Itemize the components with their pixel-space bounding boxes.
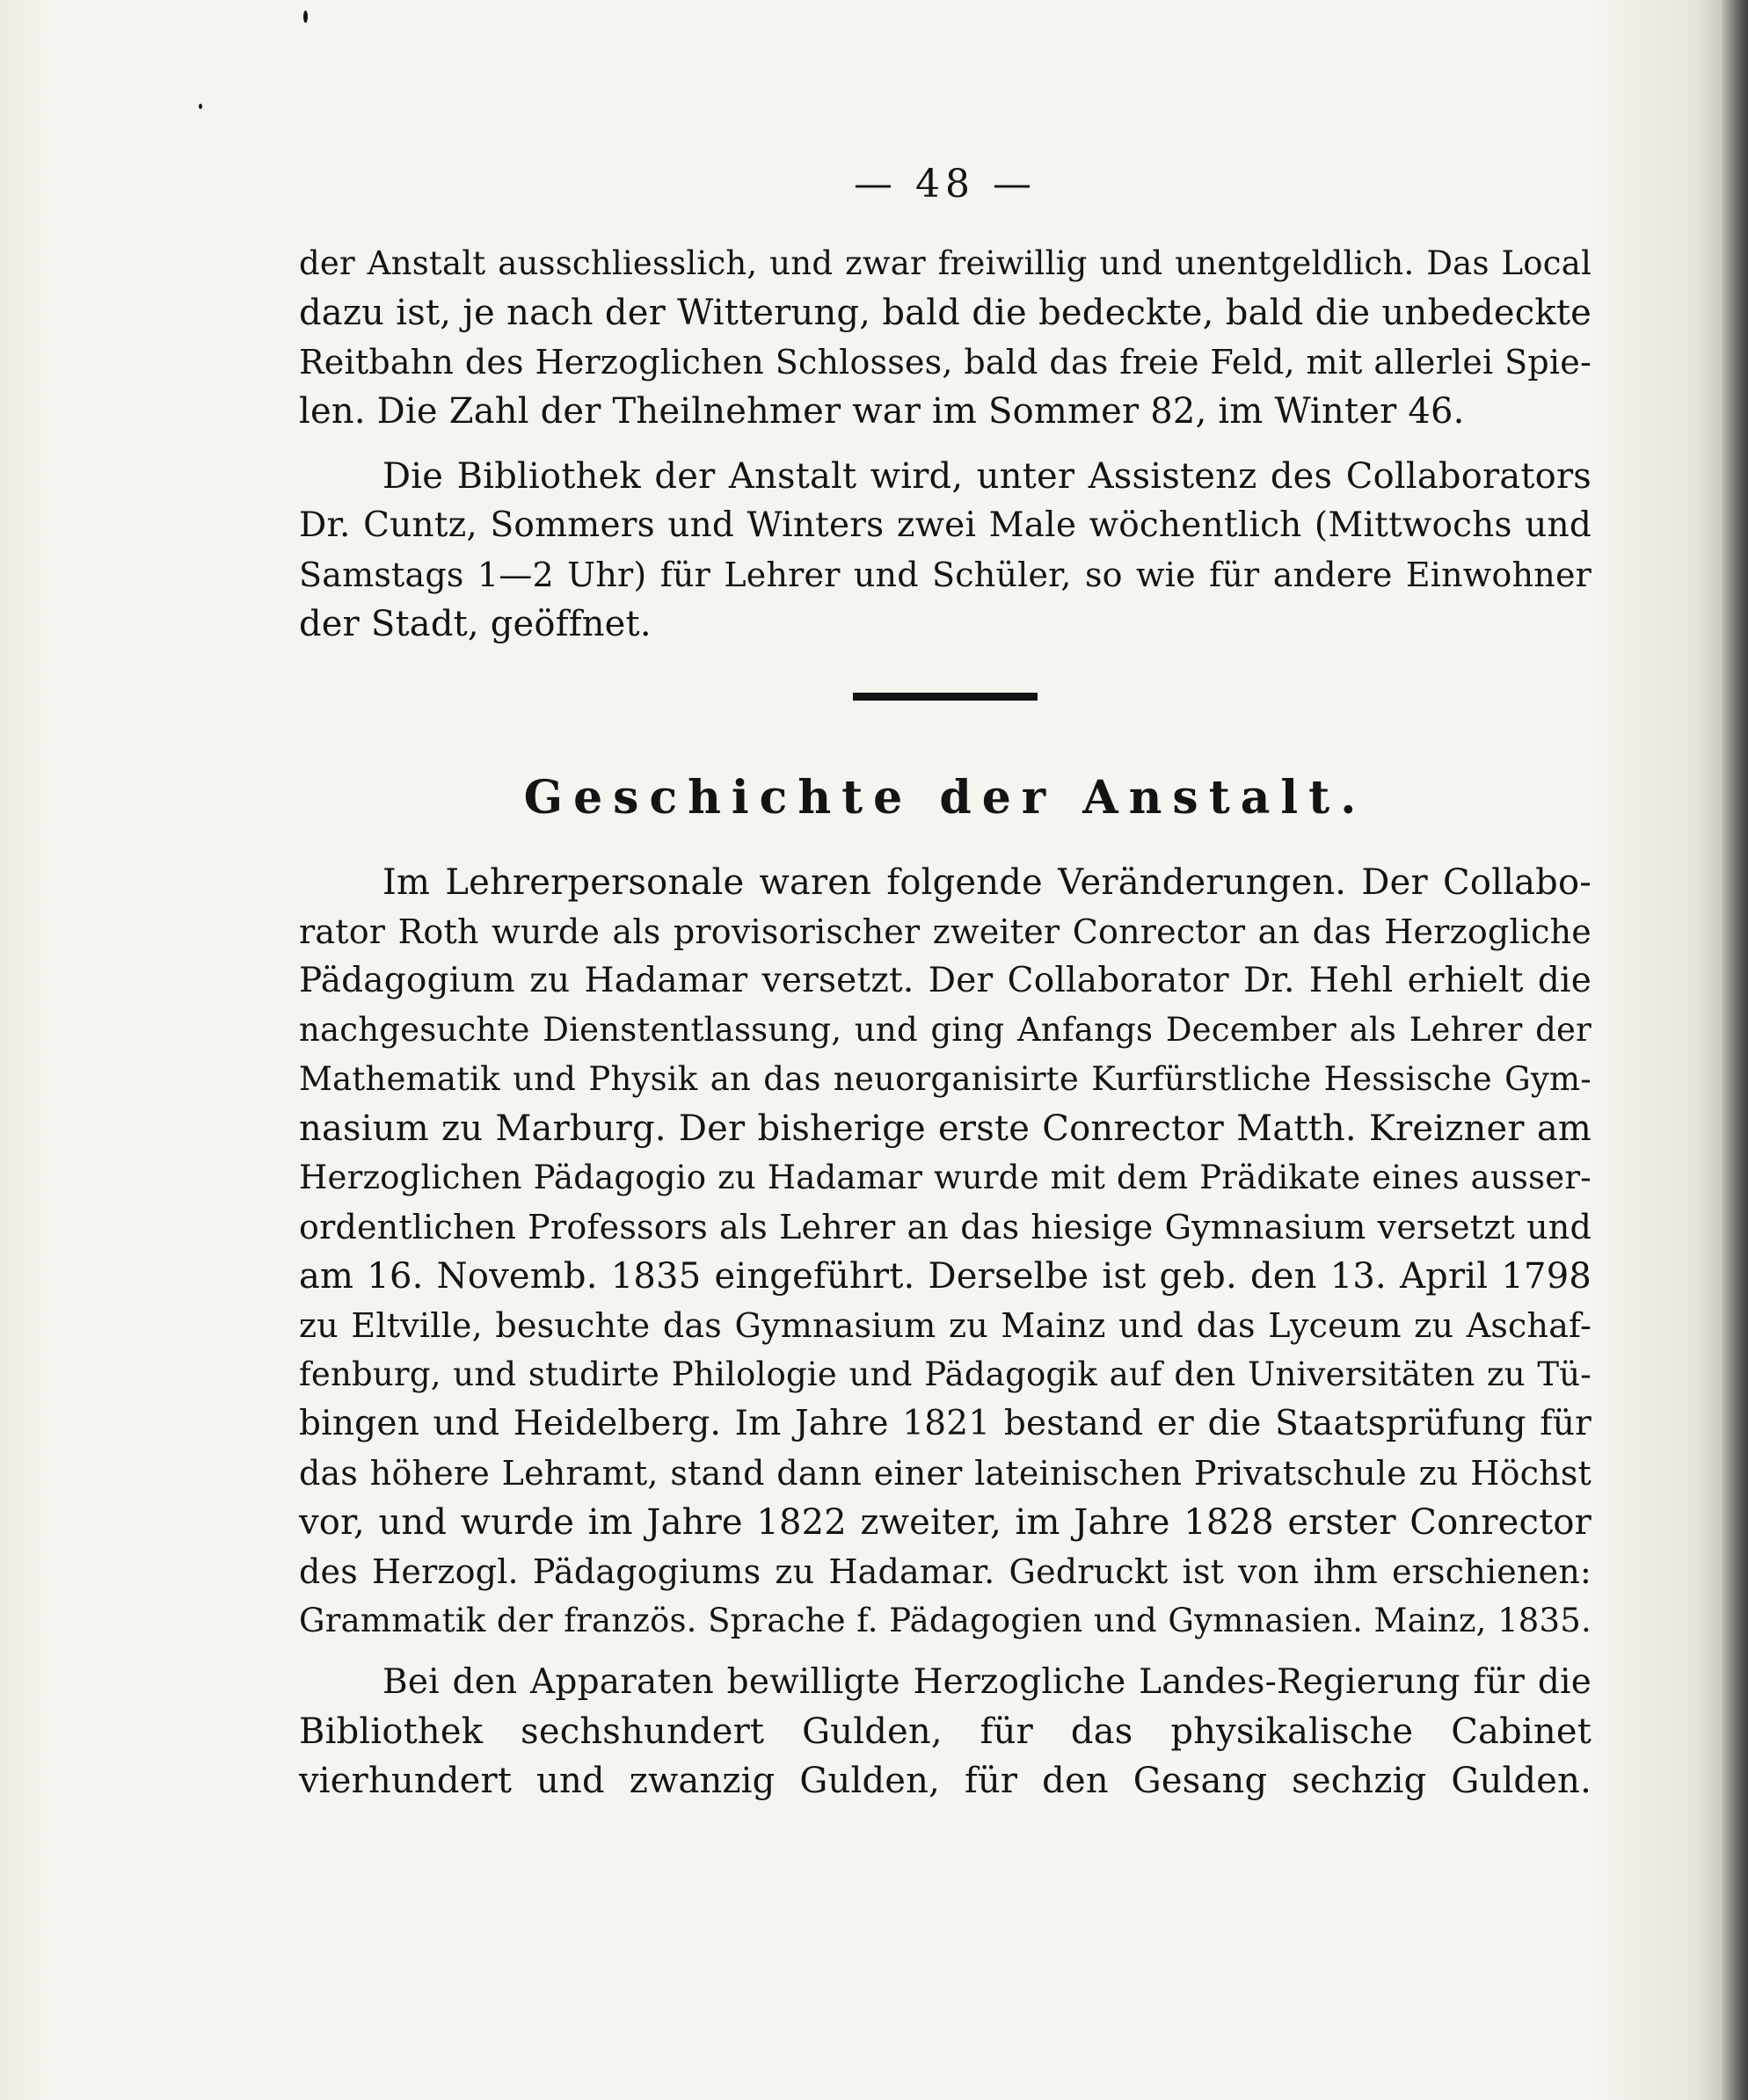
text-line: der Stadt, geöffnet. <box>299 604 652 644</box>
text-line: Bei den Apparaten bewilligte Herzogliche Landes-Regierung für die <box>382 1662 1591 1702</box>
text-line: len. Die Zahl der Theilnehmer war im Sommer 82, im Winter 46. <box>299 391 1465 432</box>
text-line: ordentlichen Professors als Lehrer an das hiesige Gymnasium versetzt und <box>299 1208 1591 1246</box>
text-line: Pädagogium zu Hadamar versetzt. Der Collaborator Dr. Hehl erhielt die <box>299 961 1591 1000</box>
text-line: Die Bibliothek der Anstalt wird, unter Assistenz des Collaborators <box>382 456 1591 497</box>
text-line: zu Eltville, besuchte das Gymnasium zu Mainz und das Lyceum zu Aschaf- <box>299 1306 1591 1345</box>
page-edge-shadow <box>1722 0 1748 2100</box>
text-line: dazu ist, je nach der Witterung, bald die bedeckte, bald die unbedeckte <box>299 293 1591 333</box>
text-line: Im Lehrerpersonale waren folgende Veränderungen. Der Collabo- <box>382 862 1591 903</box>
text-line: vierhundert und zwanzig Gulden, für den Gesang sechzig Gulden. <box>299 1761 1591 1801</box>
page-number: — 48 — <box>854 162 1037 207</box>
ink-speck <box>199 104 202 109</box>
text-line: Reitbahn des Herzoglichen Schlosses, bald das freie Feld, mit allerlei Spie- <box>299 343 1591 381</box>
text-line: Samstags 1—2 Uhr) für Lehrer und Schüler, so wie für andere Einwohner <box>299 556 1591 594</box>
text-line: Mathematik und Physik an das neuorganisirte Kurfürstliche Hessische Gym- <box>299 1060 1591 1098</box>
section-divider-rule <box>853 693 1038 701</box>
text-line: Dr. Cuntz, Sommers und Winters zwei Male wöchentlich (Mittwochs und <box>299 505 1591 545</box>
text-line: das höhere Lehramt, stand dann einer lateinischen Privatschule zu Höchst <box>299 1454 1591 1493</box>
text-line: rator Roth wurde als provisorischer zweiter Conrector an das Herzogliche <box>299 912 1591 951</box>
text-line: fenburg, und studirte Philologie und Pädagogik auf den Universitäten zu Tü- <box>299 1355 1591 1393</box>
text-line: der Anstalt ausschliesslich, und zwar freiwillig und unentgeldlich. Das Local <box>299 244 1591 282</box>
text-line: Grammatik der französ. Sprache f. Pädagogien und Gymnasien. Mainz, 1835. <box>299 1602 1591 1639</box>
text-line: des Herzogl. Pädagogiums zu Hadamar. Gedruckt ist von ihm erschienen: <box>299 1552 1591 1591</box>
text-line: nasium zu Marburg. Der bisherige erste Conrector Matth. Kreizner am <box>299 1108 1591 1149</box>
text-line: bingen und Heidelberg. Im Jahre 1821 bestand er die Staatsprüfung für <box>299 1404 1591 1443</box>
text-line: Herzoglichen Pädagogio zu Hadamar wurde mit dem Prädikate eines ausser- <box>299 1159 1591 1196</box>
text-line: nachgesuchte Dienstentlassung, und ging Anfangs December als Lehrer der <box>299 1011 1591 1049</box>
text-line: vor, und wurde im Jahre 1822 zweiter, im Jahre 1828 erster Conrector <box>299 1502 1591 1543</box>
ink-speck <box>303 11 308 23</box>
text-line: Bibliothek sechshundert Gulden, für das physikalische Cabinet <box>299 1711 1591 1752</box>
text-line: am 16. Novemb. 1835 eingeführt. Derselbe ist geb. den 13. April 1798 <box>299 1256 1591 1297</box>
section-heading: Geschichte der Anstalt. <box>523 771 1367 825</box>
